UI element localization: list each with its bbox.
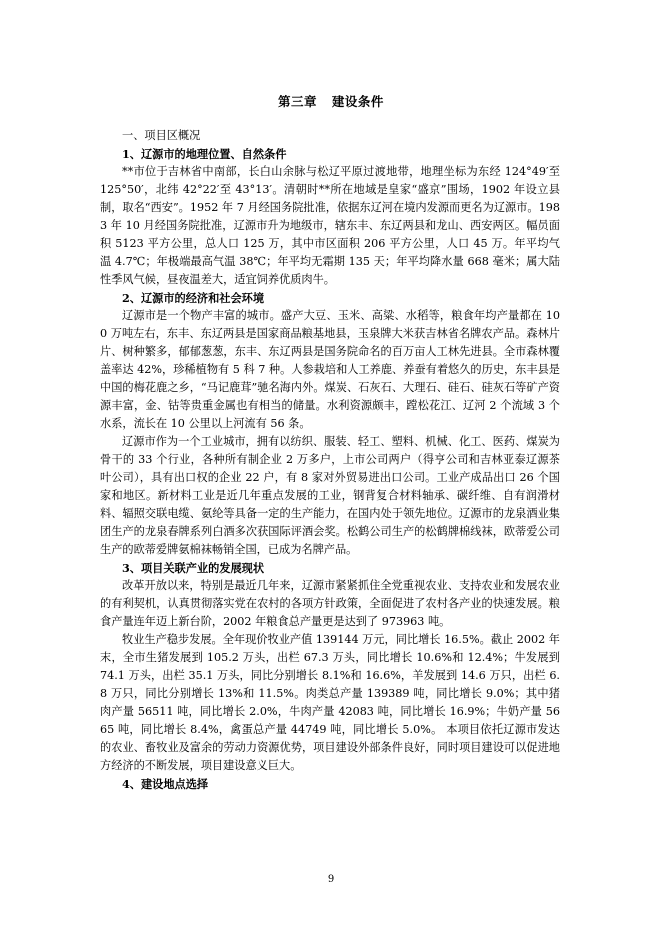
subsection-heading-related-industry: 3、项目关联产业的发展现状 [122, 561, 265, 575]
document-body [100, 127, 560, 793]
paragraph-resources: 辽源市是一个物产丰富的城市。盛产大豆、玉米、高粱、水稻等，粮食年均产量都在 100 万吨左右，东丰、东辽两县是国家商品粮基地县，玉泉牌大米获吉林省名牌农产品。森林片片、树种繁多，郁郁葱葱，东丰、东辽两县是国务院命名的百万亩人工林先进县。全市森林覆盖率达 42%，珍稀植物有 5 科 7 种。人参栽培和人工养鹿、养蚕有着悠久的历史，东丰县是中国的梅花鹿之乡，“马记鹿茸”驰名海内外。煤炭、石灰石、大理石、硅石、硅灰石等矿产资源丰富，金、钴等贵重金属也有相当的储量。水利资源颇丰，蹚松花江、辽河 2 个流域 3 个水系，流长在 10 公里以上河流有 56 条。 [100, 309, 560, 430]
subsection-heading-site-selection: 4、建设地点选择 [122, 777, 209, 791]
paragraph-agriculture: 改革开放以来，特别是最近几年来，辽源市紧紧抓住全党重视农业、支持农业和发展农业的有利契机，认真贯彻落实党在农村的各项方针政策，全面促进了农村各产业的快速发展。粮食产量连年迈上新台阶，2002 年粮食总产量更是达到了 973963 吨。 [100, 579, 560, 628]
page-number: 9 [327, 874, 335, 885]
paragraph-livestock: 牧业生产稳步发展。全年现价牧业产值 139144 万元，同比增长 16.5%。截止 2002 年末，全市生猪发展到 105.2 万头，出栏 67.3 万头，同比增长 10.6%和 12.4%；牛发展到 74.1 万头，出栏 35.1 万头，同比分别增长 8.1%和 16.6%，羊发展到 14.6 万只，出栏 6.8 万只，同比分别增长 13%和 11.5%。肉类总产量 139389 吨，同比增长 9.0%；其中猪肉产量 56511 吨，同比增长 2.0%，牛肉产量 42083 吨，同比增长 16.9%；牛奶产量 5665 吨，同比增长 8.4%，禽蛋总产量 44749 吨，同比增长 5.0%。 本项目依托辽源市发达的农业、畜牧业及富余的劳动力资源优势，项目建设外部条件良好，同时项目建设可以促进地方经济的不断发展，项目建设意义巨大。 [100, 633, 560, 772]
paragraph-geography: **市位于吉林省中南部，长白山余脉与松辽平原过渡地带，地理坐标为东经 124°49′至 125°50′，北纬 42°22′至 43°13′。清朝时**所在地域是皇家“盛京”围场，1902 年设立县制，取名“西安”。1952 年 7 月经国务院批准，依据东辽河在境内发源而更名为辽源市。1983 年 10 月经国务院批准，辽源市升为地级市，辖东丰、东辽两县和龙山、西安两区。幅员面积 5123 平方公里，总人口 125 万，其中市区面积 206 平方公里，人口 45 万。年平均气温 4.7℃；年极端最高气温 38℃；年平均无霜期 135 天；年平均降水量 668 毫米；属大陆性季风气候，昼夜温差大，适宜饲养优质肉牛。 [100, 165, 560, 286]
paragraph-industry: 辽源市作为一个工业城市，拥有以纺织、服装、轻工、塑料、机械、化工、医药、煤炭为骨干的 33 个行业，各种所有制企业 2 万多户，上市公司两户（得亨公司和吉林亚泰辽源茶叶公司），具有出口权的企业 22 户，有 8 家对外贸易进出口公司。工业产成品出口 26 个国家和地区。新材料工业是近几年重点发展的工业，钢背复合材料轴承、碳纤维、自有润滑材料、辐照交联电缆、氨纶等具备一定的生产能力，在国内处于领先地位。辽源市的龙泉酒业集团生产的龙泉春牌系列白酒多次获国际评酒会奖。松鹤公司生产的松鹤牌棉线袜，欧蒂爱公司生产的欧蒂爱牌氨棉袜畅销全国，已成为名牌产品。 [100, 435, 560, 556]
subsection-heading-economy: 2、辽源市的经济和社会环境 [122, 291, 265, 305]
chapter-number: 第三章 [278, 94, 318, 109]
section-heading-project-area: 一、项目区概况 [122, 129, 201, 142]
chapter-name: 建设条件 [331, 94, 384, 109]
chapter-title [0, 92, 662, 110]
subsection-heading-geography: 1、辽源市的地理位置、自然条件 [122, 147, 287, 161]
